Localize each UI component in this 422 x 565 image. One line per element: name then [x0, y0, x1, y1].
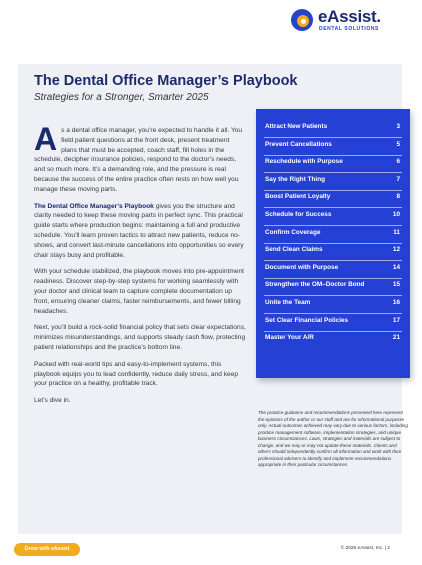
toc-item-label: Confirm Coverage: [265, 228, 321, 236]
toc-item-label: Strengthen the OM–Doctor Bond: [265, 281, 365, 289]
brand-name: eAssist.: [318, 7, 381, 26]
toc-item-page: 15: [392, 281, 400, 289]
intro-paragraph-5: Packed with real-world tips and easy-to-implement systems, this playbook equips you to lead confidently, reduce daily stress, and keep your practice on a healthy, profitable track.: [34, 360, 239, 388]
toc-item-label: Document with Purpose: [265, 263, 339, 271]
intro-paragraph-2: The Dental Office Manager’s Playbook gives you the structure and clarity needed to keep these moving parts in perfect sync. This practical guide starts where production begins: maintaining a full and productive schedule. You’ll learn proven tactics to attract new patients, reduce no-shows, and convert last-minute cancellations into opportunities so every chair stays busy and profitable.: [34, 202, 244, 259]
toc-item-page: 5: [396, 140, 400, 148]
toc-item-page: 14: [392, 263, 400, 271]
toc-item[interactable]: [264, 278, 402, 296]
copyright-page-number: © 2025 eAssist, Inc. | 2: [340, 546, 390, 551]
intro-paragraph-6: Let’s dive in.: [34, 397, 71, 405]
toc-item[interactable]: [264, 120, 402, 138]
grow-with-eassist-button[interactable]: Grow with eAssist: [14, 543, 80, 556]
toc-item-page: 12: [392, 246, 400, 254]
toc-item[interactable]: [264, 155, 402, 173]
table-of-contents: [256, 109, 410, 378]
toc-item[interactable]: [264, 314, 402, 332]
toc-item[interactable]: [264, 173, 402, 191]
intro-body: [34, 121, 246, 413]
toc-item[interactable]: [264, 138, 402, 156]
toc-item-page: 8: [396, 193, 400, 201]
toc-item-label: Master Your A/R: [265, 334, 314, 342]
toc-item-page: 21: [392, 334, 400, 342]
toc-item-label: Prevent Cancellations: [265, 140, 332, 148]
toc-item-page: 6: [396, 158, 400, 166]
toc-item-label: Set Clear Financial Policies: [265, 316, 349, 324]
drop-cap: A: [34, 121, 58, 157]
intro-paragraph-4: Next, you’ll build a rock-solid financial policy that sets clear expectations, minimizes misunderstandings, and supports steady cash flow, protecting patient relationships and the practice’s bottom line.: [34, 324, 246, 351]
toc-item-page: 7: [396, 175, 400, 183]
page-title: The Dental Office Manager’s Playbook: [34, 73, 298, 89]
eassist-logo-mark-icon: [290, 8, 314, 32]
brand-tagline: DENTAL SOLUTIONS: [319, 26, 379, 32]
toc-item-page: 16: [392, 299, 400, 306]
toc-item-label: Send Clean Claims: [265, 246, 323, 254]
page-subtitle: Strategies for a Stronger, Smarter 2025: [34, 92, 209, 103]
toc-item-label: Attract New Patients: [265, 123, 328, 130]
toc-item-label: Say the Right Thing: [265, 175, 325, 183]
toc-item-label: Unite the Team: [265, 299, 311, 306]
toc-item-label: Reschedule with Purpose: [265, 158, 343, 166]
toc-item[interactable]: [264, 190, 402, 208]
toc-item-page: 17: [392, 316, 400, 324]
toc-item[interactable]: [264, 261, 402, 279]
intro-paragraph-3: With your schedule stabilized, the playbook moves into pre-appointment readiness. Discover step-by-step systems for working seamlessly with your doctor and clinical team to capture complete documentation up front, ensuring cleaner claims, faster reimbursements, and fewer billing headaches.: [34, 268, 245, 315]
intro-paragraph-1: As a dental office manager, you’re expected to handle it all. You field patient questions at the front desk, present treatment plans that must be accepted, coach staff, fill holes in the schedule, decipher insurance policies, respond to the doctor’s needs, and so much more. It’s a demanding role, and the pressure is real because the success of the entire practice often rests on how well you manage these moving parts.: [34, 121, 243, 193]
toc-item-page: 10: [392, 211, 400, 218]
disclaimer-text: The practice guidance and recommendations presented here represent the opinions of the author or our staff and are for informational purposes only. Actual outcomes achieved may vary due to various factors, including practice management software, implementation strategies, and unique business circumstances. Laws, strategies and materials are subject to change, and we may or may not update these materials. Clients and others should independently confirm all information and work with their professional advisers to identify and implement recommendations appropriate in their particular circumstances.: [258, 410, 408, 467]
toc-item-page: 3: [396, 123, 400, 130]
toc-item-label: Schedule for Success: [265, 211, 332, 218]
playbook-name: The Dental Office Manager’s Playbook: [34, 202, 154, 210]
toc-item[interactable]: [264, 208, 402, 226]
toc-item[interactable]: [264, 296, 402, 314]
toc-item[interactable]: [264, 226, 402, 244]
toc-item-label: Boost Patient Loyalty: [265, 193, 331, 201]
toc-item[interactable]: [264, 243, 402, 261]
toc-item-page: 11: [393, 228, 400, 236]
eassist-logo[interactable]: [290, 6, 408, 36]
toc-item[interactable]: [264, 331, 402, 348]
